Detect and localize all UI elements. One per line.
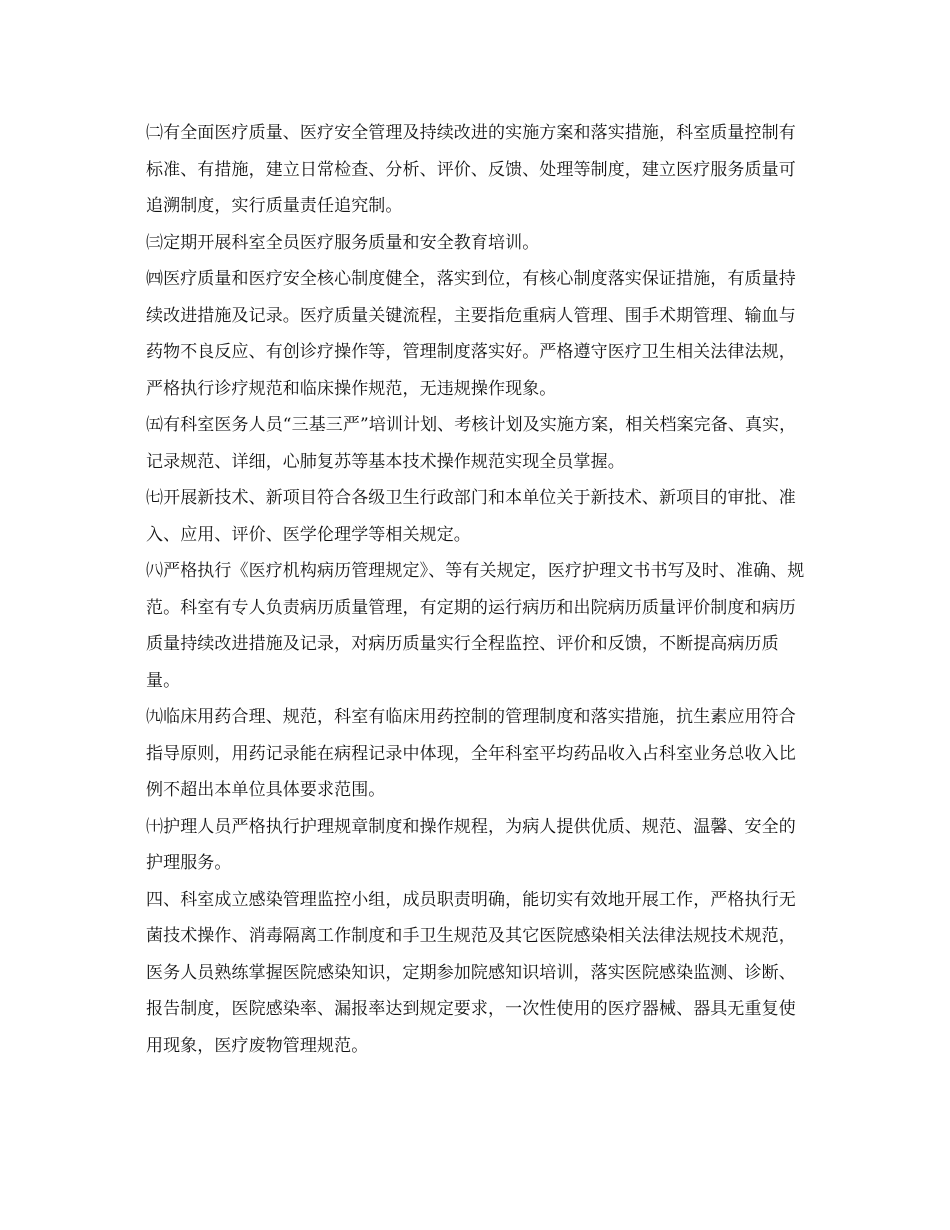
document-body bbox=[146, 115, 810, 1064]
paragraph-4: ㈣医疗质量和医疗安全核心制度健全，落实到位，有核心制度落实保证措施，有质量持续改进措施及记录。医疗质量关键流程，主要指危重病人管理、围手术期管理、输血与药物不良反应、有创诊疗操作等，管理制度落实好。严格遵守医疗卫生相关法律法规，严格执行诊疗规范和临床操作规范，无违规操作现象。 bbox=[146, 269, 796, 399]
paragraph-7: ㈦开展新技术、新项目符合各级卫生行政部门和本单位关于新技术、新项目的审批、准入、应用、评价、医学伦理学等相关规定。 bbox=[146, 488, 796, 545]
paragraph-2: ㈡有全面医疗质量、医疗安全管理及持续改进的实施方案和落实措施，科室质量控制有标准、有措施，建立日常检查、分析、评价、反馈、处理等制度，建立医疗服务质量可追溯制度，实行质量责任追究制。 bbox=[146, 123, 796, 216]
paragraph-9: ㈨临床用药合理、规范，科室有临床用药控制的管理制度和落实措施，抗生素应用符合指导原则，用药记录能在病程记录中体现，全年科室平均药品收入占科室业务总收入比例不超出本单位具体要求范围。 bbox=[146, 707, 796, 800]
paragraph-10: ㈩护理人员严格执行护理规章制度和操作规程，为病人提供优质、规范、温馨、安全的护理服务。 bbox=[146, 816, 796, 873]
paragraph-section-4: 四、科室成立感染管理监控小组，成员职责明确，能切实有效地开展工作，严格执行无菌技术操作、消毒隔离工作制度和手卫生规范及其它医院感染相关法律法规技术规范，医务人员熟练掌握医院感染知识，定期参加院感知识培训，落实医院感染监测、诊断、报告制度，医院感染率、漏报率达到规定要求，一次性使用的医疗器械、器具无重复使用现象，医疗废物管理规范。 bbox=[146, 889, 796, 1056]
paragraph-5: ㈤有科室医务人员“三基三严”培训计划、考核计划及实施方案，相关档案完备、真实，记录规范、详细，心肺复苏等基本技术操作规范实现全员掌握。 bbox=[146, 415, 797, 472]
paragraph-3: ㈢定期开展科室全员医疗服务质量和安全教育培训。 bbox=[146, 232, 540, 253]
paragraph-8: ㈧严格执行《医疗机构病历管理规定》、等有关规定，医疗护理文书书写及时、准确、规范。科室有专人负责病历质量管理，有定期的运行病历和出院病历质量评价制度和病历质量持续改进措施及记录，对病历质量实行全程监控、评价和反馈，不断提高病历质量。 bbox=[146, 561, 805, 691]
